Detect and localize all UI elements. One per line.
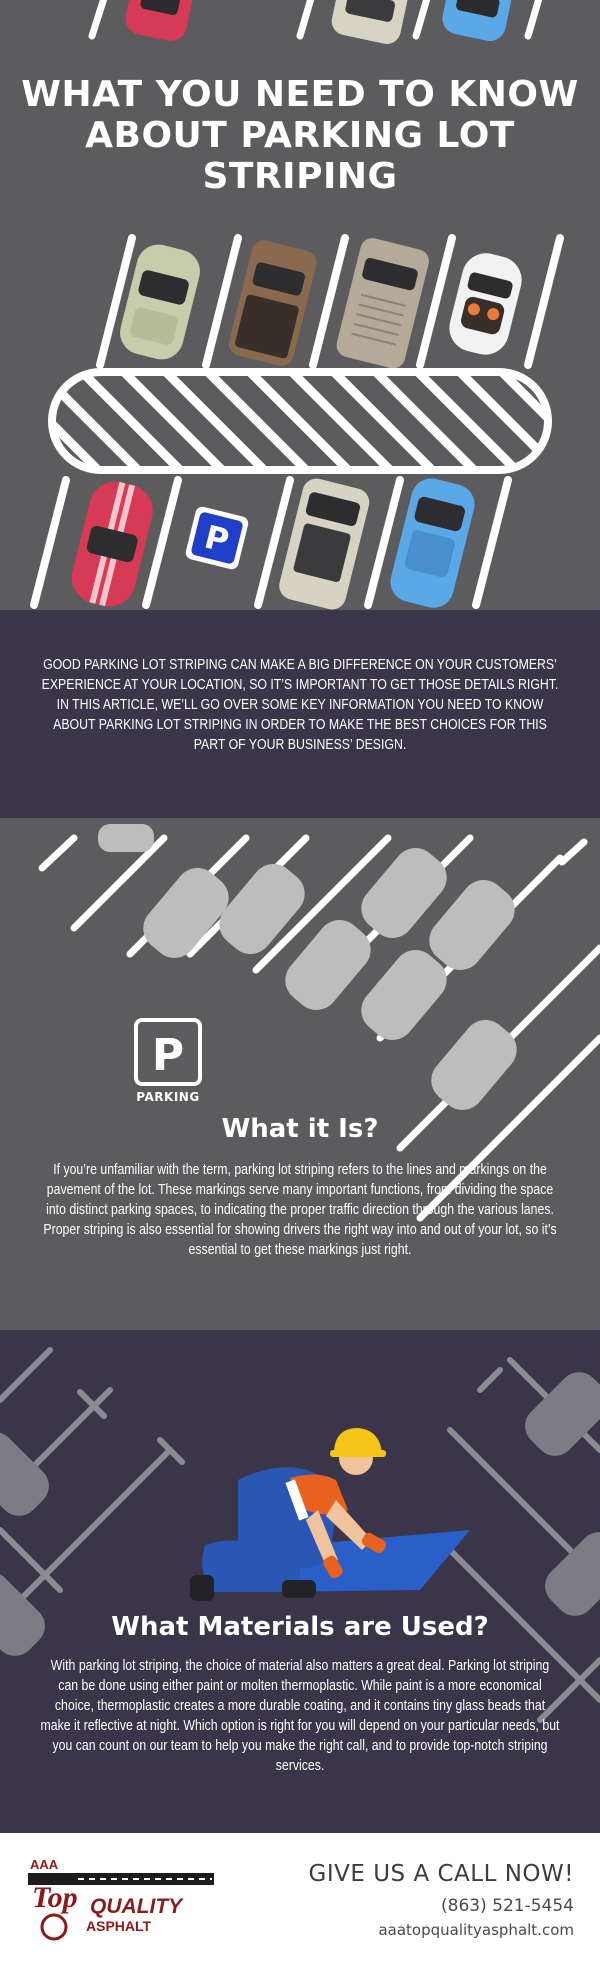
what-it-is-text: If you’re unfamiliar with the term, parking lot striping refers to the lines and markings on the pavement of the lot. These markings serve many important functions, from dividing the space into distinct parking spaces, to indicating the proper traffic direction through the various lanes. Proper striping is also essential for showing drivers the right way into and out of your lot, so it’s essential to get these markings just right.: [43, 1161, 557, 1258]
intro-text: GOOD PARKING LOT STRIPING CAN MAKE A BIG DIFFERENCE ON YOUR CUSTOMERS’ EXPERIENCE AT YOUR LOCATION, SO IT’S IMPORTANT TO GET THOSE DETAILS RIGHT. IN THIS ARTICLE, WE’LL GO OVER SOME KEY INFORMATION YOU NEED TO KNOW ABOUT PARKING LOT STRIPING IN ORDER TO MAKE THE BEST CHOICES FOR THIS PART OF YOUR BUSINESS’ DESIGN.: [41, 656, 559, 753]
logo-asphalt: ASPHALT: [86, 1918, 152, 1934]
logo-quality: QUALITY: [90, 1895, 183, 1918]
what-it-is-section: [0, 818, 600, 1330]
worker-figure: [190, 1428, 470, 1601]
phone-link[interactable]: (863) 521-5454: [441, 1896, 574, 1916]
parking-label: PARKING: [136, 1090, 200, 1104]
footer-section: [0, 1833, 600, 1979]
upper-row-cars: [115, 236, 526, 371]
hero-section: [0, 0, 600, 610]
logo-top: Top: [32, 1881, 78, 1914]
striped-island: [0, 372, 600, 470]
materials-section: [0, 1330, 600, 1833]
materials-text: With parking lot striping, the choice of material also matters a great deal. Parking lot striping can be done using either paint or molten thermoplastic. While paint is a more economical choice, thermoplastic creates a more durable coating, and it contains tiny glass beads that make it reflective at night. Which option is right for you will depend on your particular needs, but you can count on our team to help you make the right call, and to provide top-notch striping services.: [40, 1657, 560, 1774]
logo-aaa: AAA: [30, 1857, 59, 1872]
top-cars: [122, 0, 514, 47]
website-link[interactable]: aaatopqualityasphalt.com: [378, 1921, 574, 1939]
page-title: WHAT YOU NEED TO KNOW ABOUT PARKING LOT STRIPING: [21, 74, 579, 197]
call-to-action: GIVE US A CALL NOW!: [308, 1861, 574, 1887]
materials-heading: What Materials are Used?: [111, 1612, 489, 1642]
intro-section: [0, 610, 600, 818]
what-it-is-heading: What it Is?: [221, 1114, 379, 1144]
company-logo: [28, 1855, 218, 1945]
parking-icon: [136, 1020, 200, 1084]
parking-icon-letter: P: [151, 1030, 185, 1081]
parking-sign: [184, 505, 249, 570]
parking-sign-letter: P: [200, 517, 233, 561]
